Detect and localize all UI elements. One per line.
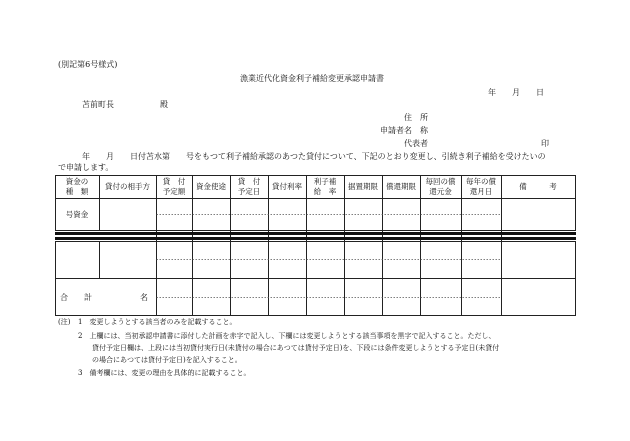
header-repayment-deadline [382, 176, 420, 198]
header-fund-type-line1: 資金の [65, 177, 89, 186]
note-2-cont-2: の場合にあつては貸付予定日)を記入すること。 [92, 356, 242, 364]
header-interest-rate [268, 176, 306, 198]
header-installment [420, 176, 461, 198]
header-loan-date [230, 176, 268, 198]
name-label: 名 称 [404, 126, 428, 135]
header-remarks-text: 備 考 [519, 182, 557, 191]
notes-prefix: (注) [58, 318, 71, 326]
header-repayment-date-line1: 毎年の償 [466, 177, 496, 186]
header-repayment-deadline-text: 償還期限 [386, 182, 416, 191]
header-fund-type-line2: 種 類 [65, 187, 89, 196]
form-title: 漁業近代化資金利子補給変更承認申請書 [240, 74, 384, 83]
header-borrower [99, 176, 156, 198]
address-label: 住 所 [404, 113, 428, 122]
header-loan-amount-line2: 予定額 [162, 187, 186, 196]
header-remarks [501, 176, 575, 198]
header-loan-date-line1: 貸 付 [237, 177, 261, 186]
header-fund-use-text: 資金使途 [196, 182, 226, 191]
applicant-label: 申請者 [380, 126, 404, 135]
header-fund-type [55, 176, 99, 198]
header-installment-line2: 還元金 [429, 187, 452, 196]
header-loan-date-line2: 予定日 [237, 187, 261, 196]
body-text-line-1: 年 月 日付苫水第 号をもつて利子補給承認のあつた貸付について、下記のとおり変更し、引続き利子補給を受けたいの [82, 152, 546, 161]
seal-mark: 印 [541, 139, 549, 148]
honorific: 殿 [160, 100, 168, 109]
note-2-cont-1: 貸付予定日欄は、上段には当初貸付実行日(未貸付の場合にあつては貸付予定日)を、下段には条件変更しようとする予定日(未貸付 [92, 344, 500, 352]
header-borrower-text: 貸付の相手方 [105, 182, 150, 191]
header-fund-use [192, 176, 230, 198]
total-label: 合 計 [60, 293, 92, 302]
header-grace-period [344, 176, 382, 198]
header-subsidy-rate-line2: 給 率 [313, 187, 337, 196]
fund-type-cell [55, 199, 99, 230]
header-subsidy-rate-line1: 利子補 [313, 177, 337, 186]
date-line: 年 月 日 [488, 88, 544, 97]
header-interest-rate-text: 貸付利率 [272, 182, 302, 191]
header-loan-amount [156, 176, 192, 198]
representative-label: 代表者 [404, 139, 428, 148]
addressee: 苫前町長 [82, 100, 114, 109]
header-loan-amount-line1: 貸 付 [162, 177, 186, 186]
header-installment-line1: 毎回の償 [425, 177, 456, 186]
fund-type-label: 号資金 [65, 209, 89, 219]
header-grace-period-text: 据置期限 [348, 182, 378, 191]
total-count-unit: 名 [140, 293, 148, 302]
form-number: (別記第6号様式) [58, 60, 118, 69]
header-subsidy-rate [306, 176, 344, 198]
note-3: 3 備考欄には、変更の理由を具体的に記載すること。 [78, 369, 251, 377]
header-repayment-date-line2: 還月日 [469, 187, 493, 196]
header-repayment-date [461, 176, 501, 198]
body-text-line-2: で申請します。 [58, 163, 114, 172]
note-1: 1 変更しようとする該当者のみを記載すること。 [78, 318, 237, 326]
note-2: 2 上欄には、当初承認申請書に添付した計画を赤字で記入し、下欄には変更しようとする該当事項を黒字で記入すること。ただし、 [78, 332, 496, 340]
